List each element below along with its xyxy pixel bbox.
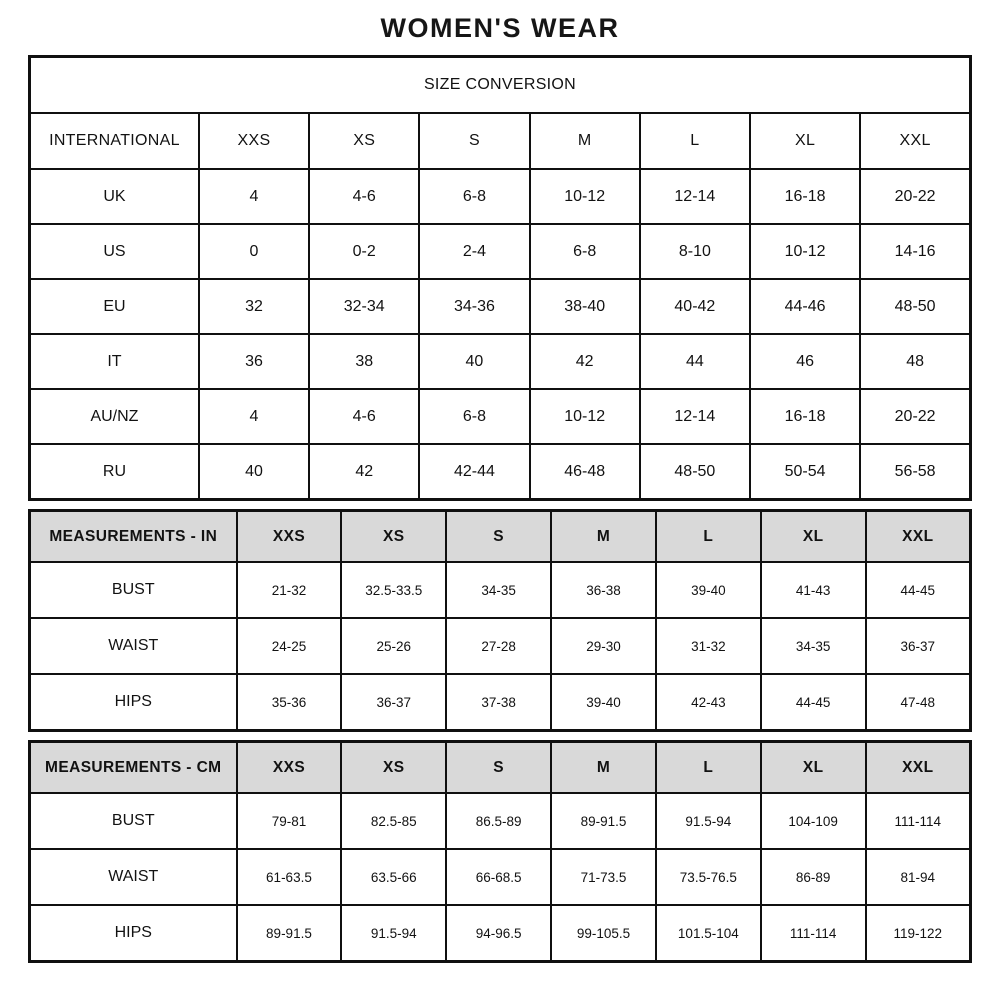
table-cell: 63.5-66: [341, 849, 446, 905]
column-header: L: [656, 742, 761, 794]
measurements-in-table: [28, 509, 972, 732]
table-row: [30, 674, 971, 731]
column-header: XS: [309, 113, 419, 169]
table-cell: 61-63.5: [237, 849, 342, 905]
table-cell: 89-91.5: [551, 793, 656, 849]
table-cell: 81-94: [866, 849, 971, 905]
table-cell: 34-36: [419, 279, 529, 334]
column-header: M: [551, 742, 656, 794]
table-cell: 104-109: [761, 793, 866, 849]
row-group-header: INTERNATIONAL: [30, 113, 199, 169]
table-cell: 89-91.5: [237, 905, 342, 962]
table-row: [30, 444, 971, 500]
row-label: AU/NZ: [30, 389, 199, 444]
table-cell: 111-114: [866, 793, 971, 849]
column-header: XXS: [199, 113, 309, 169]
table-cell: 36-37: [341, 674, 446, 731]
table-cell: 16-18: [750, 389, 860, 444]
table-cell: 40: [419, 334, 529, 389]
table-cell: 32: [199, 279, 309, 334]
column-header: XL: [761, 511, 866, 563]
table-row: [30, 905, 971, 962]
column-header: XXL: [866, 742, 971, 794]
table-cell: 24-25: [237, 618, 342, 674]
column-header: XL: [761, 742, 866, 794]
table-cell: 39-40: [656, 562, 761, 618]
column-header: S: [419, 113, 529, 169]
table-cell: 46-48: [530, 444, 640, 500]
table-row: [30, 793, 971, 849]
table-row: [30, 849, 971, 905]
table-cell: 10-12: [530, 389, 640, 444]
table-cell: 6-8: [419, 389, 529, 444]
row-label: RU: [30, 444, 199, 500]
table-cell: 35-36: [237, 674, 342, 731]
table-cell: 6-8: [530, 224, 640, 279]
row-label: HIPS: [30, 905, 237, 962]
row-label: EU: [30, 279, 199, 334]
table-cell: 47-48: [866, 674, 971, 731]
table-cell: 38: [309, 334, 419, 389]
column-header: XL: [750, 113, 860, 169]
row-label: HIPS: [30, 674, 237, 731]
table-cell: 46: [750, 334, 860, 389]
table-cell: 16-18: [750, 169, 860, 224]
table-row: [30, 562, 971, 618]
table-cell: 82.5-85: [341, 793, 446, 849]
measurements-cm-table: [28, 740, 972, 963]
table-cell: 12-14: [640, 169, 750, 224]
table-cell: 44-45: [761, 674, 866, 731]
table-row: [30, 224, 971, 279]
table-cell: 36-37: [866, 618, 971, 674]
table-body: [30, 793, 971, 962]
table-cell: 44: [640, 334, 750, 389]
table-cell: 71-73.5: [551, 849, 656, 905]
table-cell: 41-43: [761, 562, 866, 618]
table-cell: 25-26: [341, 618, 446, 674]
table-caption-row: [30, 57, 971, 114]
page-title: WOMEN'S WEAR: [380, 13, 620, 43]
table-cell: 4: [199, 169, 309, 224]
table-cell: 0: [199, 224, 309, 279]
table-cell: 10-12: [750, 224, 860, 279]
table-cell: 27-28: [446, 618, 551, 674]
row-label: IT: [30, 334, 199, 389]
table-row: [30, 389, 971, 444]
table-cell: 48: [860, 334, 970, 389]
table-cell: 50-54: [750, 444, 860, 500]
table-cell: 10-12: [530, 169, 640, 224]
table-cell: 4: [199, 389, 309, 444]
table-cell: 91.5-94: [341, 905, 446, 962]
table-cell: 42: [309, 444, 419, 500]
table-cell: 37-38: [446, 674, 551, 731]
table-cell: 6-8: [419, 169, 529, 224]
table-cell: 40: [199, 444, 309, 500]
table-cell: 42-43: [656, 674, 761, 731]
table-cell: 8-10: [640, 224, 750, 279]
column-header: XXL: [860, 113, 970, 169]
table-cell: 31-32: [656, 618, 761, 674]
table-row: [30, 334, 971, 389]
table-cell: 29-30: [551, 618, 656, 674]
table-cell: 94-96.5: [446, 905, 551, 962]
table-cell: 66-68.5: [446, 849, 551, 905]
table-cell: 101.5-104: [656, 905, 761, 962]
table-caption: SIZE CONVERSION: [30, 57, 971, 114]
table-cell: 12-14: [640, 389, 750, 444]
table-cell: 14-16: [860, 224, 970, 279]
size-conversion-table: [28, 55, 972, 501]
table-cell: 91.5-94: [656, 793, 761, 849]
table-cell: 44-46: [750, 279, 860, 334]
table-cell: 42-44: [419, 444, 529, 500]
table-cell: 42: [530, 334, 640, 389]
row-label: UK: [30, 169, 199, 224]
table-cell: 99-105.5: [551, 905, 656, 962]
table-row: [30, 169, 971, 224]
table-cell: 34-35: [446, 562, 551, 618]
header-row: [30, 742, 971, 794]
column-header: XXS: [237, 511, 342, 563]
table-cell: 38-40: [530, 279, 640, 334]
table-cell: 73.5-76.5: [656, 849, 761, 905]
column-header: XS: [341, 511, 446, 563]
row-label: WAIST: [30, 618, 237, 674]
table-row: [30, 618, 971, 674]
table-cell: 48-50: [640, 444, 750, 500]
row-label: BUST: [30, 562, 237, 618]
column-header: L: [640, 113, 750, 169]
column-header: M: [530, 113, 640, 169]
table-cell: 79-81: [237, 793, 342, 849]
table-cell: 36: [199, 334, 309, 389]
row-group-header: MEASUREMENTS - CM: [30, 742, 237, 794]
column-header: XS: [341, 742, 446, 794]
table-cell: 56-58: [860, 444, 970, 500]
column-header: S: [446, 742, 551, 794]
table-cell: 4-6: [309, 169, 419, 224]
row-label: US: [30, 224, 199, 279]
table-body: [30, 562, 971, 731]
column-header: XXL: [866, 511, 971, 563]
table-cell: 20-22: [860, 169, 970, 224]
column-header: S: [446, 511, 551, 563]
table-cell: 32.5-33.5: [341, 562, 446, 618]
table-cell: 21-32: [237, 562, 342, 618]
table-cell: 86-89: [761, 849, 866, 905]
column-header: M: [551, 511, 656, 563]
row-label: BUST: [30, 793, 237, 849]
table-cell: 119-122: [866, 905, 971, 962]
column-header: XXS: [237, 742, 342, 794]
table-cell: 32-34: [309, 279, 419, 334]
column-header: L: [656, 511, 761, 563]
table-cell: 48-50: [860, 279, 970, 334]
table-cell: 34-35: [761, 618, 866, 674]
table-cell: 40-42: [640, 279, 750, 334]
header-row: [30, 113, 971, 169]
table-cell: 36-38: [551, 562, 656, 618]
row-label: WAIST: [30, 849, 237, 905]
table-cell: 20-22: [860, 389, 970, 444]
table-cell: 39-40: [551, 674, 656, 731]
table-cell: 2-4: [419, 224, 529, 279]
table-cell: 4-6: [309, 389, 419, 444]
table-cell: 86.5-89: [446, 793, 551, 849]
header-row: [30, 511, 971, 563]
table-row: [30, 279, 971, 334]
table-cell: 44-45: [866, 562, 971, 618]
row-group-header: MEASUREMENTS - IN: [30, 511, 237, 563]
table-cell: 111-114: [761, 905, 866, 962]
table-body: [30, 169, 971, 500]
table-cell: 0-2: [309, 224, 419, 279]
